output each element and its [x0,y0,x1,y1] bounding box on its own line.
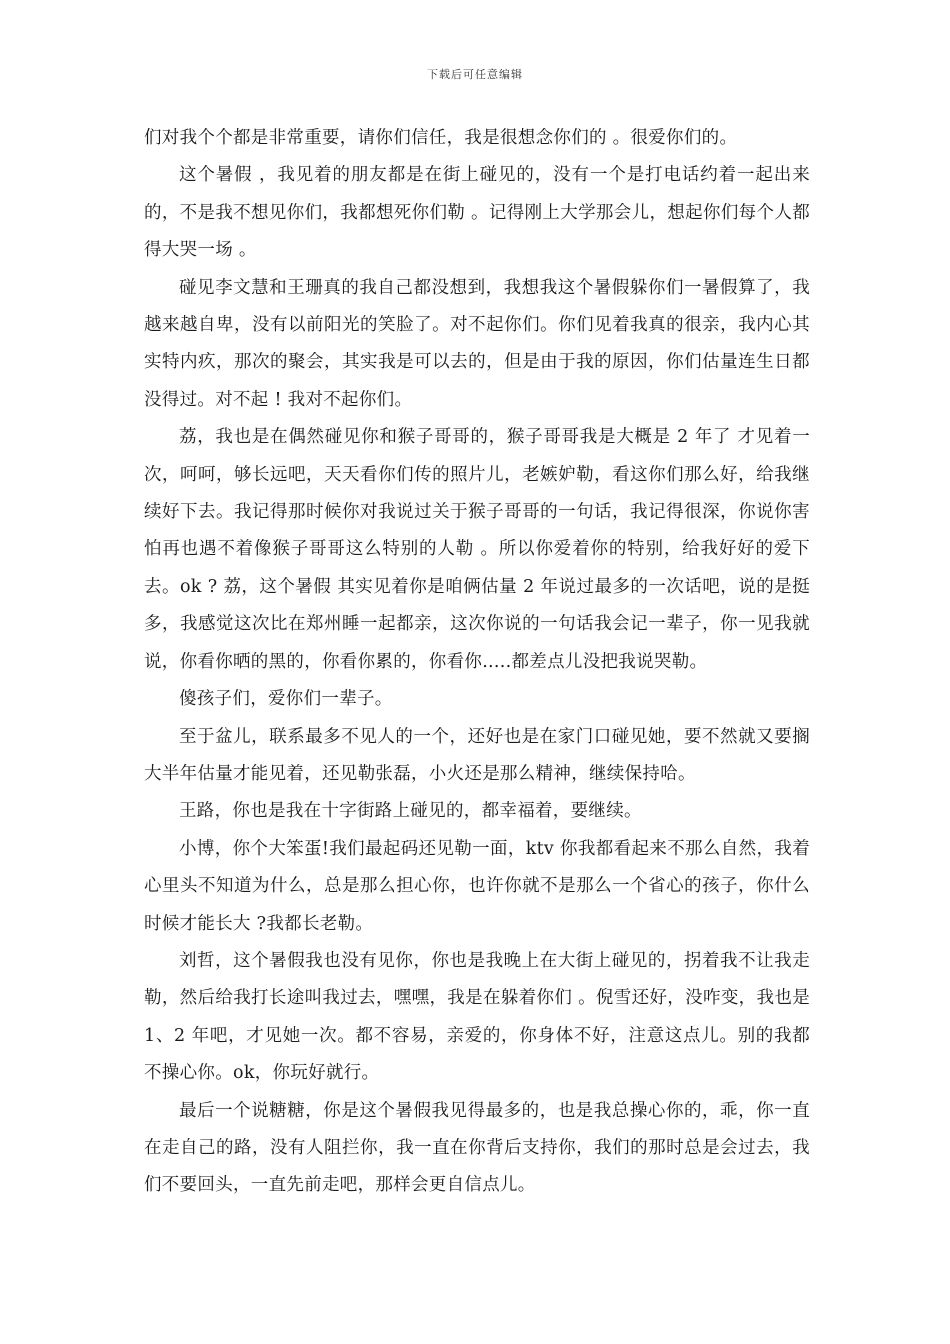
paragraph: 小博，你个大笨蛋!我们最起码还见勒一面，ktv 你我都看起来不那么自然，我着心里头不知道为什么，总是那么担心你，也许你就不是那么一个省心的孩子，你什么时候才能长大 ?我都长老勒。 [144,838,810,934]
paragraph: 傻孩子们，爱你们一辈子。 [179,689,393,710]
paragraph: 们对我个个都是非常重要，请你们信任，我是很想念你们的 。很爱你们的。 [144,128,738,148]
paragraph: 这个暑假 ，我见着的朋友都是在街上碰见的，没有一个是打电话约着一起出来的，不是我不想见你们，我都想死你们勒 。记得刚上大学那会儿，想起你们每个人都得大哭一场 。 [144,165,810,261]
paragraph: 碰见李文慧和王珊真的我自己都没想到，我想我这个暑假躲你们一暑假算了，我越来越自卑，没有以前阳光的笑脸了。对不起你们。你们见着我真的很亲，我内心其实特内疚，那次的聚会，其实我是可以去的，但是由于我的原因，你们估量连生日都没得过。对不起 ! 我对不起你们。 [144,277,810,410]
paragraph: 最后一个说糖糖，你是这个暑假我见得最多的，也是我总操心你的，乖，你一直在走自己的路，没有人阻拦你，我一直在你背后支持你，我们的那时总是会过去，我们不要回头，一直先前走吧，那样会更自信点儿。 [144,1100,810,1196]
paragraph: 刘哲，这个暑假我也没有见你，你也是我晚上在大街上碰见的，拐着我不让我走勒，然后给我打长途叫我过去，嘿嘿，我是在躲着你们 。倪雪还好，没咋变，我也是 1、2 年吧，才见她一次。都不容易，亲爱的，你身体不好，注意这点儿。别的我都不操心你。ok，你玩好就行。 [144,950,810,1084]
document-body [144,120,810,1205]
paragraph: 荔，我也是在偶然碰见你和猴子哥哥的，猴子哥哥我是大概是 2 年了 才见着一次，呵呵，够长远吧，天天看你们传的照片儿，老嫉妒勒，看这你们那么好，给我继续好下去。我记得那时候你对我说过关于猴子哥哥的一句话，我记得很深，你说你害怕再也遇不着像猴子哥哥这么特别的人勒 。所以你爱着你的特别，给我好好的爱下去。ok ? 荔，这个暑假 其实见着你是咱俩估量 2 年说过最多的一次话吧，说的是挺多，我感觉这次比在郑州睡一起都亲，这次你说的一句话我会记一辈子，你一见我就说，你看你晒的黑的，你看你累的，你看你.....都差点儿没把我说哭勒。 [144,427,810,672]
page-header: 下载后可任意编辑 [427,68,523,81]
paragraph: 王路，你也是我在十字街路上碰见的，都幸福着，要继续。 [179,801,642,822]
paragraph: 至于盆儿，联系最多不见人的一个，还好也是在家门口碰见她，要不然就又要搁大半年估量才能见着，还见勒张磊，小火还是那么精神，继续保持哈。 [144,726,810,784]
